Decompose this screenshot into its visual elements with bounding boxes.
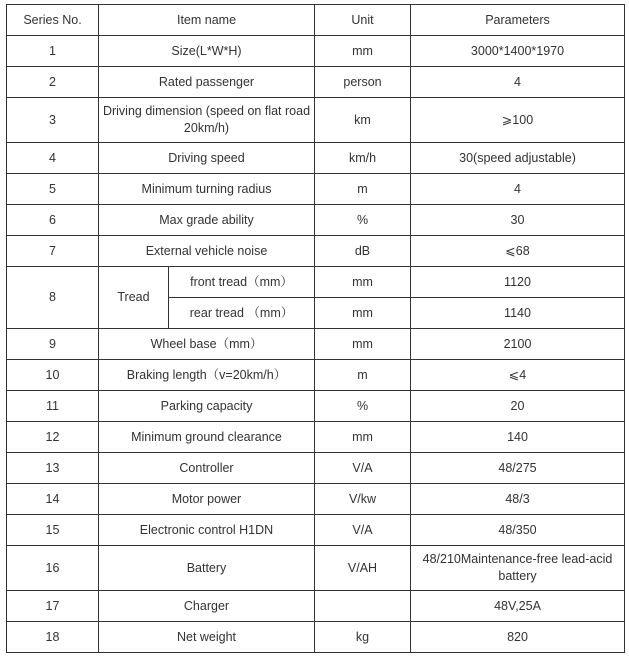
parameter-value: 48V,25A (411, 591, 625, 622)
table-row (7, 174, 625, 205)
parameter-value: 2100 (411, 329, 625, 360)
unit-cell: person (315, 67, 411, 98)
header-unit: Unit (315, 5, 411, 36)
unit-cell: m (315, 174, 411, 205)
parameter-value: 3000*1400*1970 (411, 36, 625, 67)
item-name: Size(L*W*H) (99, 36, 315, 67)
table-row (7, 391, 625, 422)
header-series: Series No. (7, 5, 99, 36)
unit-cell: km/h (315, 143, 411, 174)
specification-table (6, 4, 625, 653)
item-name: front tread（mm） (169, 267, 315, 298)
series-no: 8 (7, 267, 99, 329)
table-row (7, 360, 625, 391)
parameter-value: 30 (411, 205, 625, 236)
unit-cell: dB (315, 236, 411, 267)
parameter-value: 48/210Maintenance-free lead-acid battery (411, 546, 625, 591)
series-no: 16 (7, 546, 99, 591)
unit-cell: % (315, 205, 411, 236)
header-params: Parameters (411, 5, 625, 36)
series-no: 7 (7, 236, 99, 267)
item-name: Electronic control H1DN (99, 515, 315, 546)
parameter-value: ⩽4 (411, 360, 625, 391)
table-row (7, 422, 625, 453)
parameter-value: 1140 (411, 298, 625, 329)
parameter-value: 4 (411, 174, 625, 205)
parameter-value: 1120 (411, 267, 625, 298)
unit-cell: V/A (315, 453, 411, 484)
series-no: 10 (7, 360, 99, 391)
parameter-value: 48/3 (411, 484, 625, 515)
series-no: 1 (7, 36, 99, 67)
parameter-value: ⩾100 (411, 98, 625, 143)
series-no: 18 (7, 622, 99, 653)
table-row (7, 515, 625, 546)
unit-cell: % (315, 391, 411, 422)
series-no: 4 (7, 143, 99, 174)
unit-cell: mm (315, 329, 411, 360)
item-name: Minimum ground clearance (99, 422, 315, 453)
item-name: Driving speed (99, 143, 315, 174)
unit-cell: mm (315, 36, 411, 67)
table-row-tread-front (7, 267, 625, 298)
table-row (7, 236, 625, 267)
series-no: 13 (7, 453, 99, 484)
table-row (7, 453, 625, 484)
series-no: 3 (7, 98, 99, 143)
item-name: Driving dimension (speed on flat road 20km/h) (99, 98, 315, 143)
series-no: 5 (7, 174, 99, 205)
table-row (7, 546, 625, 591)
item-name: Battery (99, 546, 315, 591)
item-name: External vehicle noise (99, 236, 315, 267)
unit-cell: mm (315, 267, 411, 298)
table-row (7, 329, 625, 360)
item-name: Parking capacity (99, 391, 315, 422)
header-row (7, 5, 625, 36)
series-no: 14 (7, 484, 99, 515)
parameter-value: 820 (411, 622, 625, 653)
table-row (7, 205, 625, 236)
item-name: rear tread （mm） (169, 298, 315, 329)
series-no: 2 (7, 67, 99, 98)
item-name: Controller (99, 453, 315, 484)
unit-cell: V/AH (315, 546, 411, 591)
unit-cell: mm (315, 298, 411, 329)
parameter-value: 48/350 (411, 515, 625, 546)
series-no: 15 (7, 515, 99, 546)
header-item: Item name (99, 5, 315, 36)
item-name: Wheel base（mm） (99, 329, 315, 360)
parameter-value: 140 (411, 422, 625, 453)
item-name: Rated passenger (99, 67, 315, 98)
item-name: Minimum turning radius (99, 174, 315, 205)
table-row (7, 591, 625, 622)
table-row (7, 484, 625, 515)
series-no: 9 (7, 329, 99, 360)
item-name: Motor power (99, 484, 315, 515)
parameter-value: ⩽68 (411, 236, 625, 267)
item-name: Charger (99, 591, 315, 622)
table-row (7, 67, 625, 98)
item-name: Max grade ability (99, 205, 315, 236)
unit-cell (315, 591, 411, 622)
unit-cell: V/kw (315, 484, 411, 515)
table-row (7, 36, 625, 67)
unit-cell: mm (315, 422, 411, 453)
unit-cell: V/A (315, 515, 411, 546)
table-row (7, 98, 625, 143)
series-no: 11 (7, 391, 99, 422)
item-name: Braking length（v=20km/h） (99, 360, 315, 391)
series-no: 17 (7, 591, 99, 622)
table-row (7, 622, 625, 653)
series-no: 6 (7, 205, 99, 236)
parameter-value: 30(speed adjustable) (411, 143, 625, 174)
unit-cell: km (315, 98, 411, 143)
item-name: Net weight (99, 622, 315, 653)
unit-cell: kg (315, 622, 411, 653)
parameter-value: 48/275 (411, 453, 625, 484)
parameter-value: 4 (411, 67, 625, 98)
parameter-value: 20 (411, 391, 625, 422)
tread-label: Tread (99, 267, 169, 329)
series-no: 12 (7, 422, 99, 453)
unit-cell: m (315, 360, 411, 391)
table-row (7, 143, 625, 174)
